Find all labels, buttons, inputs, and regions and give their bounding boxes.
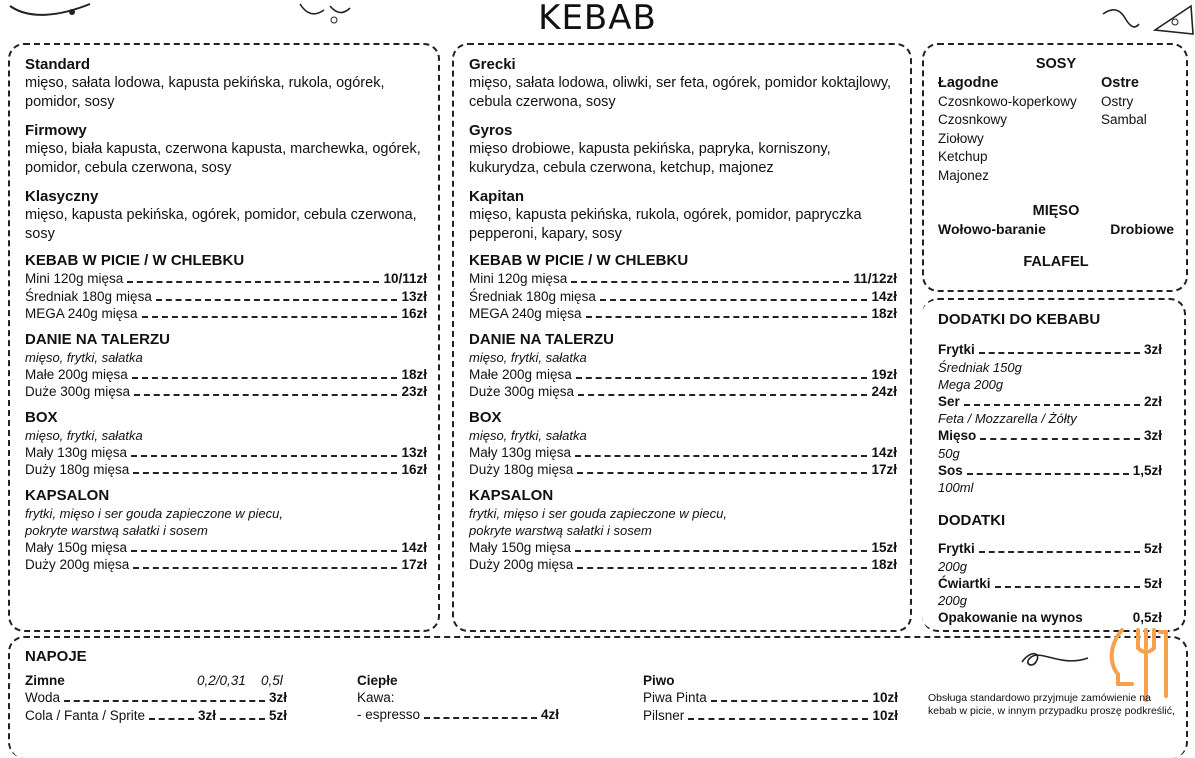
- item-price: 3zł: [268, 690, 287, 705]
- item-price: 17zł: [401, 557, 427, 572]
- item-extra: 200g: [938, 558, 967, 574]
- price-row: [938, 341, 1162, 359]
- item-label: Małe 200g mięsa: [25, 366, 128, 382]
- item-label: - espresso: [357, 707, 421, 722]
- item-label: Piwa Pinta: [643, 690, 707, 705]
- section-title: BOX: [25, 408, 58, 426]
- middle-column: [469, 56, 897, 584]
- item-label: Frytki: [938, 541, 975, 556]
- item-label: Woda: [25, 690, 61, 705]
- price-row: [938, 575, 1162, 593]
- sauce-item: Czosnkowo-koperkowy: [938, 93, 1077, 109]
- item-price: 2zł: [1143, 393, 1162, 409]
- item-label: Opakowanie na wynos: [938, 610, 1083, 625]
- item-label: Mały 150g mięsa: [25, 539, 128, 555]
- item-price: 0,5zł: [1132, 610, 1162, 625]
- item-price: 16zł: [401, 306, 427, 321]
- kawa-label: Kawa:: [357, 690, 395, 705]
- item-price: 10/11zł: [383, 271, 427, 286]
- item-price: 3zł: [1143, 428, 1162, 443]
- section-pita: [469, 252, 897, 323]
- price-row: [357, 706, 559, 724]
- item-extra: 50g: [938, 445, 960, 461]
- section-talerz: [469, 331, 897, 401]
- item-label: Ćwiartki: [938, 575, 991, 591]
- item-price: 16zł: [401, 462, 427, 477]
- kebab-type-desc: mięso drobiowe, kapusta pekińska, papryka, korniszony, kukurydza, cebula czerwona, ketchup, majonez: [469, 141, 831, 176]
- mild-heading: Łagodne: [938, 75, 999, 91]
- note-line: kebab w picie, w innym przypadku proszę podkreślić,: [928, 705, 1175, 717]
- item-price: 13zł: [401, 288, 427, 304]
- price-row: [25, 444, 427, 462]
- item-price: 5zł: [1143, 575, 1162, 591]
- item-extra: Feta / Mozzarella / Żółty: [938, 411, 1077, 426]
- sauce-item: Majonez: [938, 167, 990, 183]
- item-label: Mały 130g mięsa: [25, 444, 128, 460]
- item-price: 14zł: [871, 288, 897, 304]
- item-label: MEGA 240g mięsa: [25, 306, 138, 321]
- kebab-type: [25, 56, 427, 112]
- kebab-type: [469, 188, 897, 244]
- item-price: 14zł: [401, 539, 427, 555]
- item-price: 24zł: [871, 384, 897, 399]
- item-price: 10zł: [872, 707, 898, 723]
- item-label: Frytki: [938, 342, 975, 357]
- price-row: [25, 689, 287, 707]
- price-row: [643, 689, 898, 707]
- price-row: [469, 461, 897, 479]
- section-title: KEBAB W PICIE / W CHLEBKU: [25, 252, 245, 269]
- price-row: [469, 366, 897, 384]
- item-label: Średniak 180g mięsa: [25, 288, 152, 304]
- kebab-type: [25, 122, 427, 178]
- section-subtitle: pokryte warstwą sałatki i sosem: [469, 522, 652, 538]
- item-label: Duże 300g mięsa: [25, 384, 131, 399]
- price-row: [25, 288, 427, 306]
- page-title: KEBAB: [538, 0, 657, 38]
- napoje-section: [25, 648, 905, 666]
- dodatki-title: DODATKI: [938, 512, 1006, 529]
- price-row: [469, 383, 897, 401]
- kebab-type-name: Gyros: [469, 122, 513, 139]
- item-price: 5zł: [268, 707, 287, 723]
- item-label: Mięso: [938, 428, 977, 443]
- meat-title: MIĘSO: [1032, 203, 1080, 219]
- section-pita: [25, 252, 427, 323]
- price-row: [469, 444, 897, 462]
- item-label: Mały 130g mięsa: [469, 444, 572, 460]
- kebab-type-name: Klasyczny: [25, 188, 99, 205]
- item-extra: 100ml: [938, 480, 974, 495]
- section-subtitle: pokryte warstwą sałatki i sosem: [25, 522, 208, 538]
- price-row: [469, 556, 897, 574]
- kebab-type-name: Grecki: [469, 56, 516, 73]
- item-price: 11/12zł: [853, 271, 897, 286]
- size-label: 0,2/0,31: [197, 673, 246, 688]
- piwo-column: [643, 672, 898, 724]
- section-title: KEBAB W PICIE / W CHLEBKU: [469, 252, 689, 269]
- item-label: Mini 120g mięsa: [25, 271, 124, 286]
- price-row: [25, 707, 287, 725]
- order-note: [928, 692, 1192, 718]
- price-row: [469, 539, 897, 557]
- hot-heading: Ostre: [1101, 75, 1139, 91]
- item-label: Sos: [938, 462, 963, 478]
- section-kapsalon: [469, 487, 897, 574]
- kebab-type-desc: mięso, sałata lodowa, oliwki, ser feta, ogórek, pomidor koktajlowy, cebula czerwona, sosy: [469, 75, 892, 110]
- price-row: [25, 305, 427, 323]
- section-title: DANIE NA TALERZU: [25, 330, 170, 348]
- piwo-heading: Piwo: [643, 673, 675, 688]
- item-label: Duży 180g mięsa: [25, 462, 130, 477]
- meat-option: Drobiowe: [1110, 221, 1174, 237]
- section-subtitle: mięso, frytki, sałatka: [469, 427, 587, 443]
- item-price: 18zł: [871, 557, 897, 572]
- price-row: [469, 288, 897, 306]
- section-subtitle: mięso, frytki, sałatka: [469, 349, 587, 365]
- item-label: Ser: [938, 393, 960, 409]
- item-extra: Średniak 150g: [938, 359, 1022, 375]
- cieple-column: [357, 672, 559, 724]
- sauce-item: Ketchup: [938, 149, 988, 164]
- section-title: DANIE NA TALERZU: [469, 330, 614, 348]
- section-subtitle: mięso, frytki, sałatka: [25, 349, 143, 365]
- kebab-type: [469, 56, 897, 112]
- price-row: [938, 427, 1162, 445]
- meat-option: Wołowo-baranie: [938, 221, 1046, 237]
- item-price: 23zł: [401, 384, 427, 399]
- item-label: Mini 120g mięsa: [469, 271, 568, 286]
- dodatki-kebab-section: [938, 311, 1162, 627]
- item-label: Małe 200g mięsa: [469, 366, 572, 382]
- item-price: 17zł: [871, 462, 897, 477]
- section-box: [469, 409, 897, 479]
- item-price: 4zł: [540, 707, 559, 722]
- item-price: 14zł: [871, 444, 897, 460]
- price-row: [938, 540, 1162, 558]
- price-row: [25, 270, 427, 288]
- item-label: Cola / Fanta / Sprite: [25, 707, 146, 723]
- item-label: Mały 150g mięsa: [469, 539, 572, 555]
- falafel-title: FALAFEL: [1023, 254, 1089, 270]
- swirl-decoration: [1020, 648, 1090, 672]
- item-price: 19zł: [871, 366, 897, 382]
- dodatki-kebab-title: DODATKI DO KEBABU: [938, 311, 1101, 328]
- price-row: [25, 461, 427, 479]
- section-title: KAPSALON: [469, 486, 554, 504]
- kebab-type-name: Standard: [25, 56, 91, 73]
- note-line: Obsługa standardowo przyjmuje zamówienie na: [928, 692, 1151, 704]
- item-label: Średniak 180g mięsa: [469, 288, 596, 304]
- section-title: BOX: [469, 408, 502, 426]
- section-talerz: [25, 331, 427, 401]
- item-label: Duży 200g mięsa: [25, 557, 130, 572]
- kebab-type-name: Firmowy: [25, 122, 87, 139]
- section-box: [25, 409, 427, 479]
- sauce-item: Sambal: [1101, 112, 1147, 127]
- kebab-type: [469, 122, 897, 178]
- napoje-title: NAPOJE: [25, 648, 87, 665]
- item-label: Duży 200g mięsa: [469, 557, 574, 572]
- item-price: 18zł: [871, 306, 897, 321]
- zimne-heading: Zimne: [25, 673, 65, 688]
- price-row: [469, 305, 897, 323]
- sauce-item: Ostry: [1101, 93, 1134, 109]
- sauce-item: Czosnkowy: [938, 112, 1008, 127]
- price-row: [25, 383, 427, 401]
- item-label: MEGA 240g mięsa: [469, 306, 582, 321]
- price-row: [938, 462, 1162, 480]
- kebab-type-desc: mięso, kapusta pekińska, rukola, ogórek, pomidor, papryczka pepperoni, kapary, sosy: [469, 207, 862, 242]
- section-subtitle: frytki, mięso i ser gouda zapieczone w piecu,: [469, 505, 727, 521]
- price-row: [938, 609, 1162, 627]
- kebab-type-name: Kapitan: [469, 188, 525, 205]
- section-kapsalon: [25, 487, 427, 574]
- kebab-type-desc: mięso, kapusta pekińska, ogórek, pomidor, cebula czerwona, sosy: [25, 207, 417, 242]
- kebab-type: [25, 188, 427, 244]
- sauce-item: Ziołowy: [938, 130, 984, 146]
- zimne-column: [25, 672, 287, 724]
- item-price: 10zł: [872, 690, 898, 705]
- item-price: 3zł: [198, 707, 217, 723]
- sosy-title: SOSY: [1035, 56, 1077, 72]
- kebab-type-desc: mięso, biała kapusta, czerwona kapusta, marchewka, ogórek, pomidor, cebula czerwona, sosy: [25, 141, 421, 176]
- sosy-section: [938, 56, 1174, 270]
- item-extra: 200g: [938, 593, 967, 608]
- price-row: [469, 270, 897, 288]
- item-label: Duże 300g mięsa: [469, 384, 575, 399]
- price-row: [25, 539, 427, 557]
- item-price: 5zł: [1143, 541, 1162, 556]
- item-price: 18zł: [401, 366, 427, 382]
- price-row: [643, 707, 898, 725]
- kebab-type-desc: mięso, sałata lodowa, kapusta pekińska, rukola, ogórek, pomidor, sosy: [25, 75, 385, 110]
- section-title: KAPSALON: [25, 486, 110, 504]
- cieple-heading: Ciepłe: [357, 673, 398, 688]
- left-column: [25, 56, 427, 584]
- item-label: Pilsner: [643, 707, 685, 723]
- item-price: 13zł: [401, 444, 427, 460]
- section-subtitle: frytki, mięso i ser gouda zapieczone w piecu,: [25, 505, 283, 521]
- section-subtitle: mięso, frytki, sałatka: [25, 427, 143, 443]
- size-label: 0,5l: [261, 673, 283, 688]
- item-price: 3zł: [1143, 342, 1162, 357]
- price-row: [25, 556, 427, 574]
- item-price: 15zł: [871, 539, 897, 555]
- price-row: [25, 366, 427, 384]
- price-row: [938, 393, 1162, 411]
- item-price: 1,5zł: [1132, 462, 1162, 478]
- item-extra: Mega 200g: [938, 376, 1004, 392]
- item-label: Duży 180g mięsa: [469, 462, 574, 477]
